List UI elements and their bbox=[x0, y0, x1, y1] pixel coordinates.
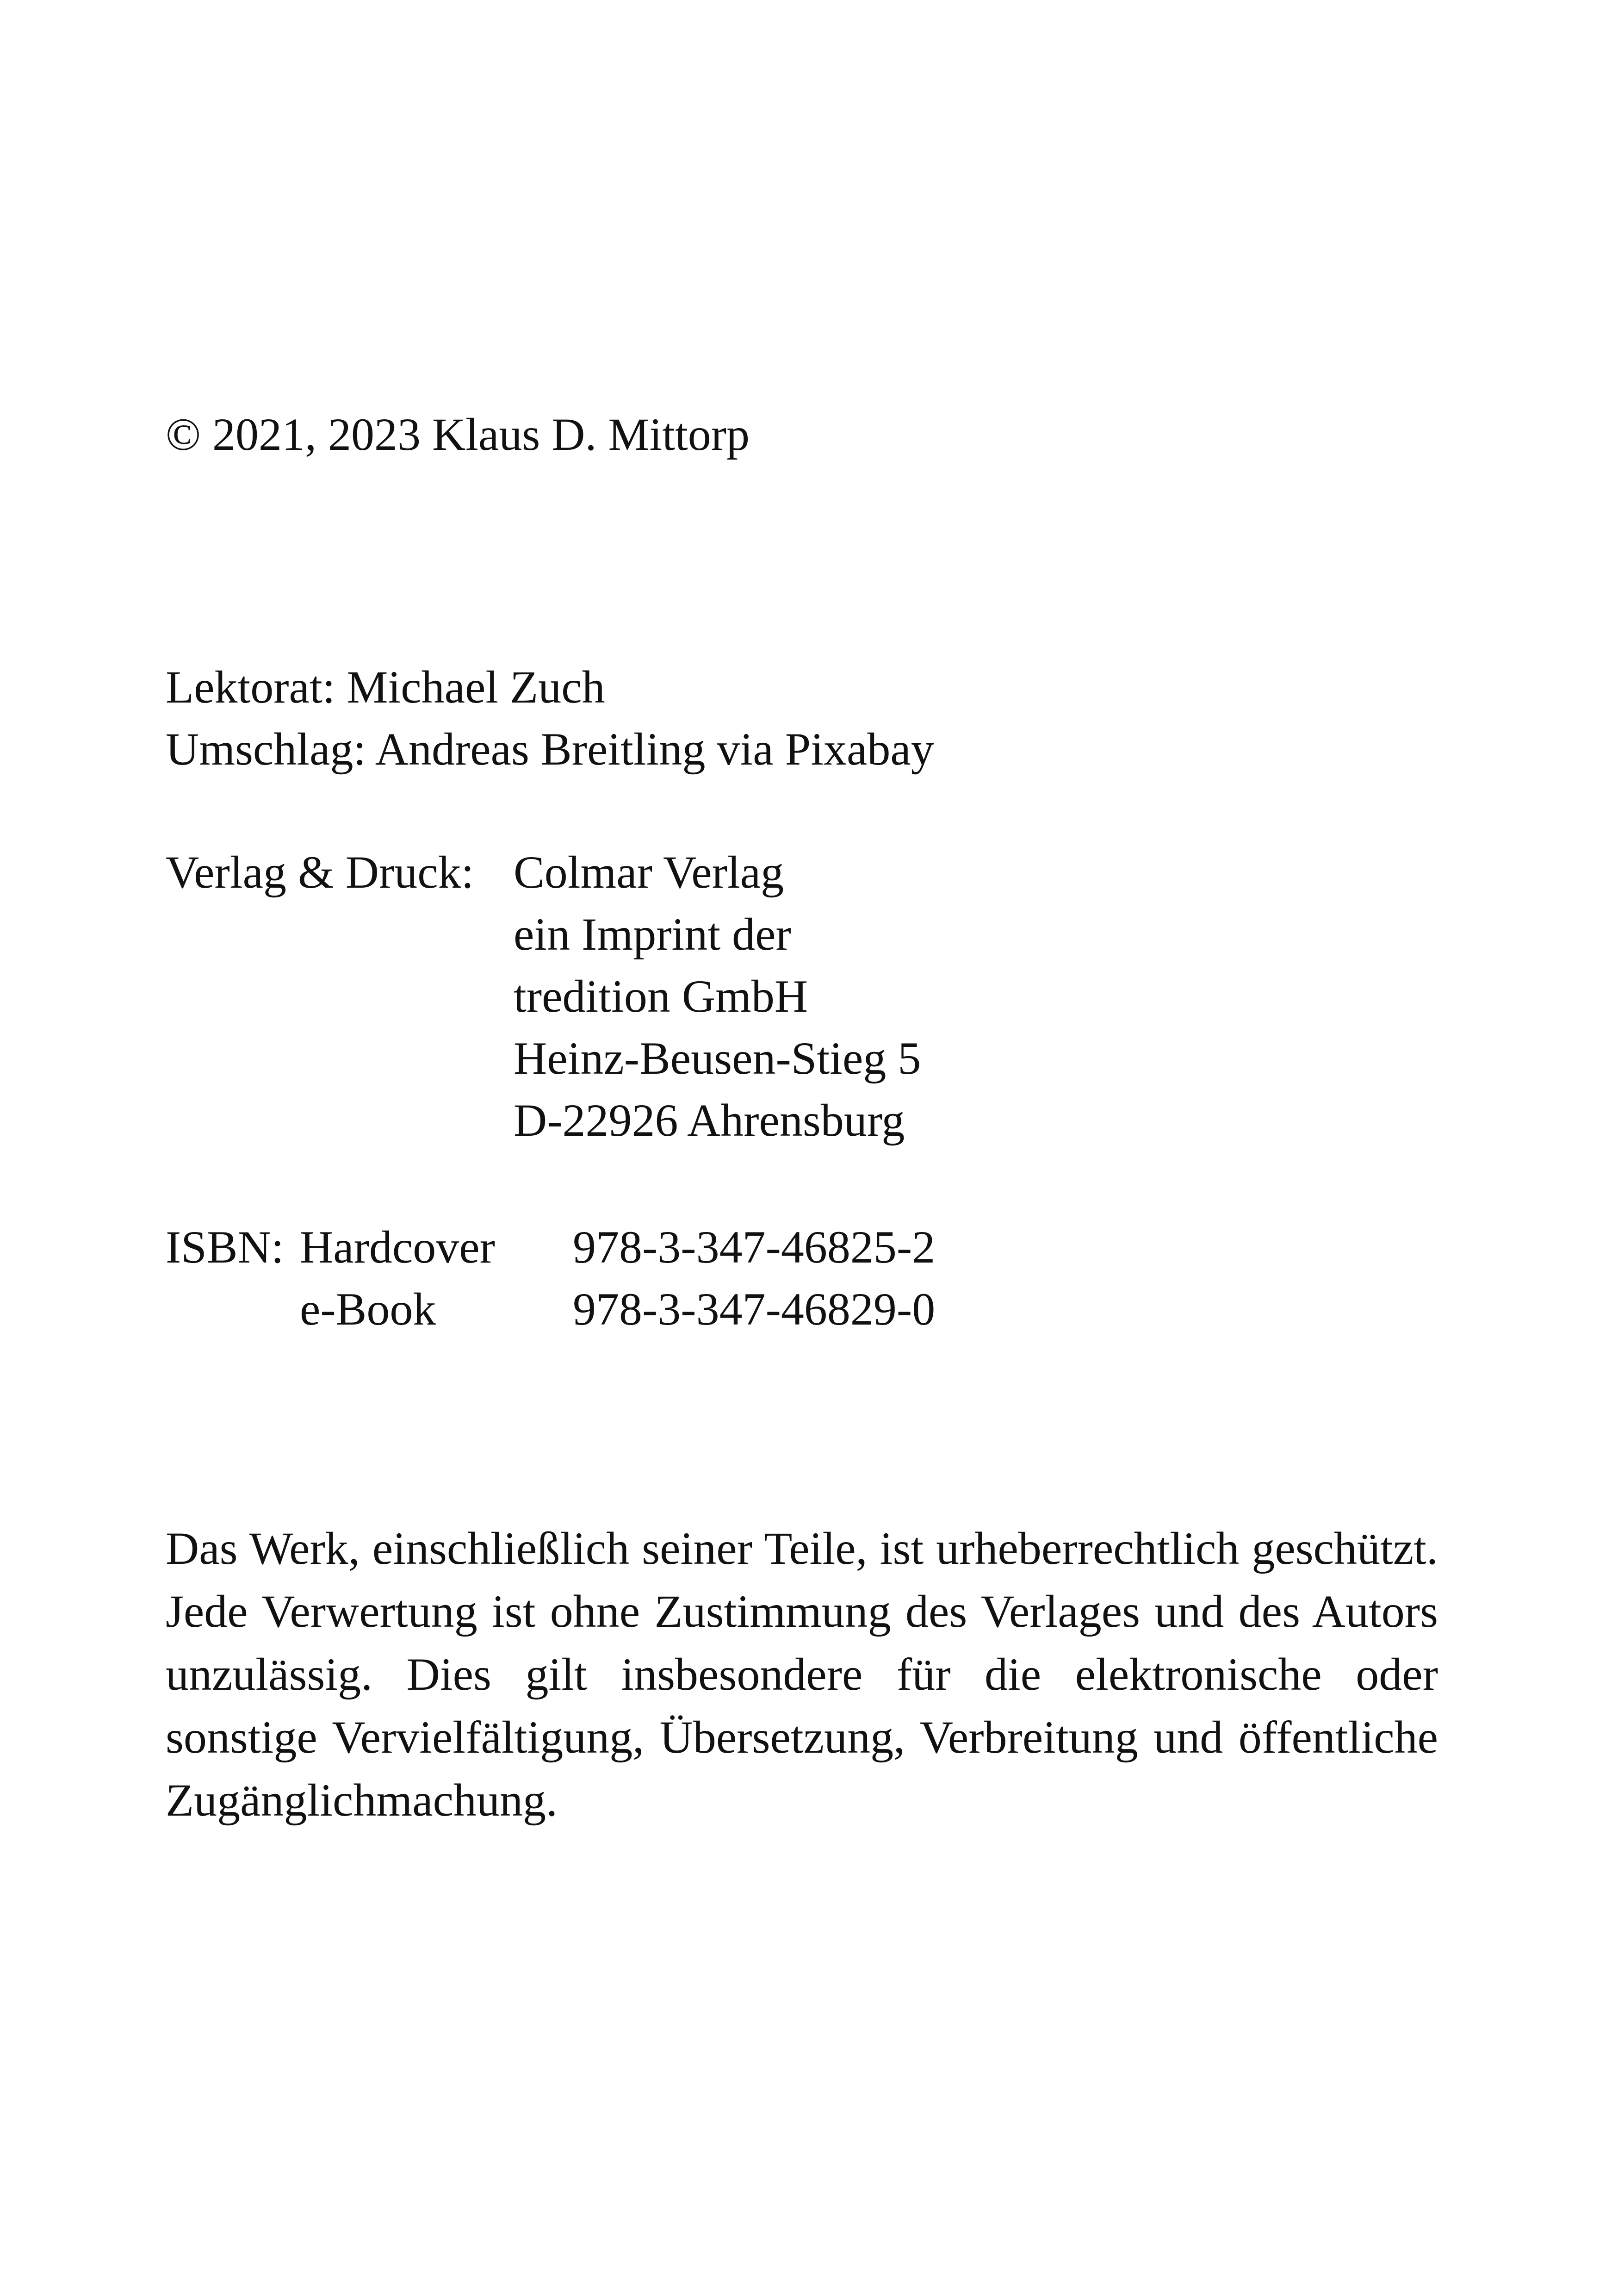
isbn-format: Hardcover bbox=[300, 1221, 495, 1273]
isbn-format: e-Book bbox=[300, 1283, 436, 1335]
credits-block bbox=[166, 656, 934, 780]
copyright-notice bbox=[166, 404, 750, 466]
publisher-line: Heinz-Beusen-Stieg 5 bbox=[514, 1033, 921, 1084]
isbn-row bbox=[166, 1278, 935, 1340]
isbn-label: ISBN: bbox=[166, 1221, 284, 1273]
publisher-line: D-22926 Ahrensburg bbox=[514, 1095, 905, 1146]
publisher-line: Colmar Verlag bbox=[514, 846, 784, 898]
copyright-line: © 2021, 2023 Klaus D. Mittorp bbox=[166, 409, 750, 460]
legal-notice-text: Das Werk, einschließlich seiner Teile, ist urheberrechtlich geschützt. Jede Verwertung ist ohne Zustimmung des Verlages und des Autors unzulässig. Dies gilt insbesondere für die elektronische oder sonstige Vervielfältigung, Übersetzung, Verbreitung und öffentliche Zugänglichmachung. bbox=[166, 1523, 1438, 1826]
cover-credit: Umschlag: Andreas Breitling via Pixabay bbox=[166, 723, 934, 775]
publisher-line: ein Imprint der bbox=[514, 908, 791, 960]
isbn-row bbox=[166, 1216, 935, 1278]
publisher-block bbox=[166, 841, 921, 1151]
publisher-label: Verlag & Druck: bbox=[166, 846, 474, 898]
editing-credit: Lektorat: Michael Zuch bbox=[166, 661, 605, 713]
isbn-block bbox=[166, 1216, 935, 1340]
copyright-legal-notice bbox=[166, 1517, 1438, 1832]
isbn-number: 978-3-347-46829-0 bbox=[573, 1283, 936, 1335]
isbn-number: 978-3-347-46825-2 bbox=[573, 1221, 936, 1273]
publisher-line: tredition GmbH bbox=[514, 971, 808, 1022]
